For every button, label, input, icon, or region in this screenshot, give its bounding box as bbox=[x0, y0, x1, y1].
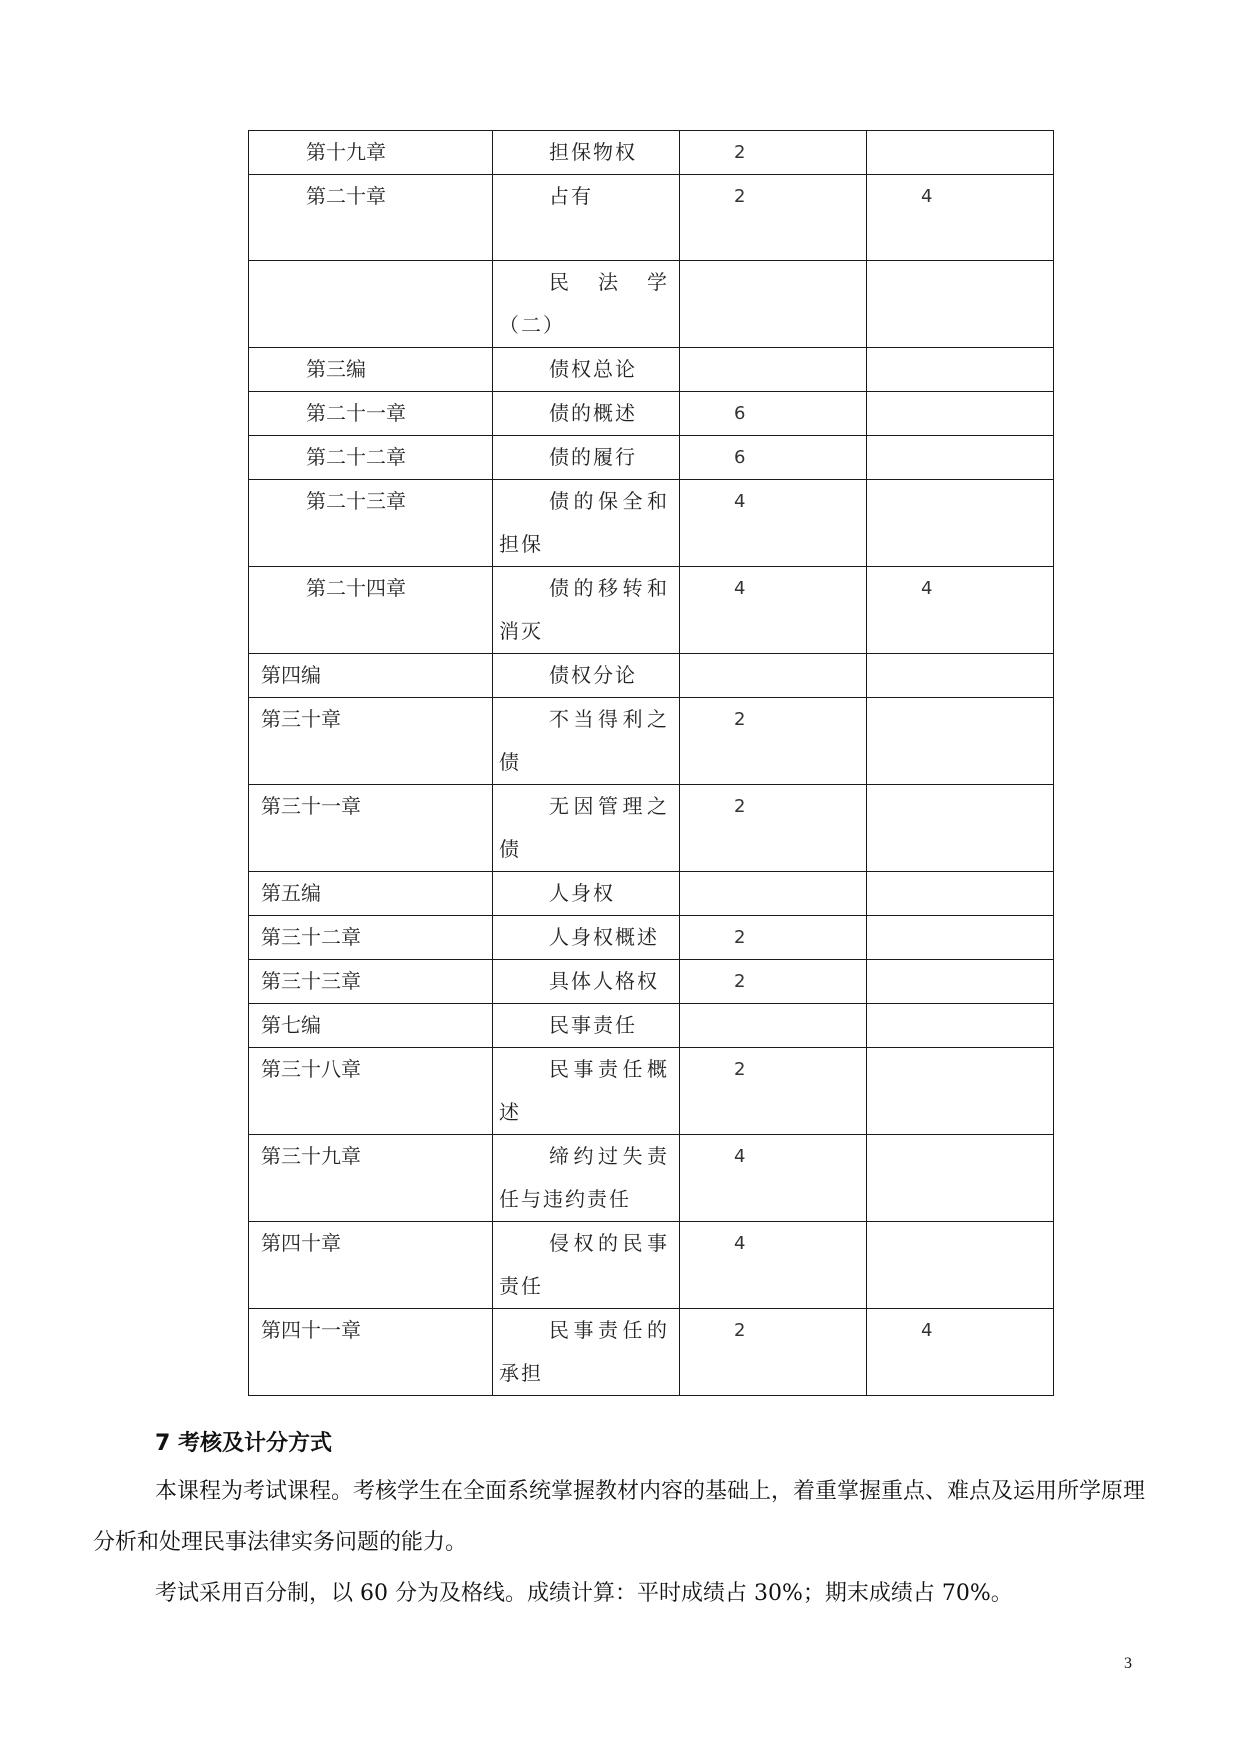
chapter-cell: 第四编 bbox=[249, 654, 493, 698]
extra-hours-cell bbox=[867, 1222, 1054, 1309]
chapter-cell: 第三十二章 bbox=[249, 916, 493, 960]
extra-hours-cell bbox=[867, 785, 1054, 872]
chapter-cell: 第二十一章 bbox=[249, 392, 493, 436]
lecture-hours-value: 4 bbox=[734, 1233, 746, 1254]
topic-text: 侵权的民事责任 bbox=[499, 1231, 669, 1298]
table-body bbox=[249, 131, 1054, 1396]
topic-cell bbox=[493, 960, 680, 1004]
topic-cell bbox=[493, 261, 680, 348]
table-row bbox=[249, 960, 1054, 1004]
extra-hours-cell bbox=[867, 175, 1054, 261]
topic-text: 担保物权 bbox=[549, 140, 637, 164]
topic-text: 无因管理之债 bbox=[499, 794, 669, 861]
assessment-paragraph: 本课程为考试课程。考核学生在全面系统掌握教材内容的基础上，着重掌握重点、难点及运用所学原理分析和处理民事法律实务问题的能力。 bbox=[93, 1479, 1146, 1555]
lecture-hours-value: 2 bbox=[734, 709, 746, 730]
table-row bbox=[249, 567, 1054, 654]
extra-hours-cell bbox=[867, 131, 1054, 175]
topic-cell bbox=[493, 916, 680, 960]
lecture-hours-cell bbox=[680, 1222, 867, 1309]
lecture-hours-value: 6 bbox=[734, 447, 746, 468]
lecture-hours-value: 2 bbox=[734, 796, 746, 817]
chapter-cell: 第二十四章 bbox=[249, 567, 493, 654]
lecture-hours-value: 2 bbox=[734, 1320, 746, 1341]
extra-hours-cell bbox=[867, 872, 1054, 916]
topic-text: 债的移转和消灭 bbox=[499, 576, 669, 643]
table-row bbox=[249, 480, 1054, 567]
lecture-hours-cell bbox=[680, 872, 867, 916]
lecture-hours-cell bbox=[680, 1004, 867, 1048]
topic-text: 债的履行 bbox=[549, 445, 637, 469]
lecture-hours-cell bbox=[680, 348, 867, 392]
extra-hours-cell bbox=[867, 1309, 1054, 1396]
topic-text: 债的保全和担保 bbox=[499, 489, 669, 556]
lecture-hours-value: 4 bbox=[734, 491, 746, 512]
extra-hours-cell bbox=[867, 348, 1054, 392]
lecture-hours-cell bbox=[680, 1309, 867, 1396]
chapter-cell: 第二十二章 bbox=[249, 436, 493, 480]
section-heading: 7 考核及计分方式 bbox=[155, 1431, 332, 1456]
extra-hours-value: 4 bbox=[921, 186, 933, 207]
topic-cell bbox=[493, 654, 680, 698]
topic-cell bbox=[493, 785, 680, 872]
topic-text: 不当得利之债 bbox=[499, 707, 669, 774]
lecture-hours-cell bbox=[680, 175, 867, 261]
extra-hours-value: 4 bbox=[921, 1320, 933, 1341]
lecture-hours-cell bbox=[680, 960, 867, 1004]
topic-cell bbox=[493, 436, 680, 480]
topic-text: 人身权 bbox=[549, 881, 615, 905]
chapter-cell: 第三十八章 bbox=[249, 1048, 493, 1135]
lecture-hours-cell bbox=[680, 480, 867, 567]
lecture-hours-cell bbox=[680, 1048, 867, 1135]
lecture-hours-cell bbox=[680, 698, 867, 785]
topic-cell bbox=[493, 872, 680, 916]
lecture-hours-value: 4 bbox=[734, 1146, 746, 1167]
lecture-hours-cell bbox=[680, 916, 867, 960]
extra-hours-cell bbox=[867, 567, 1054, 654]
chapter-cell: 第七编 bbox=[249, 1004, 493, 1048]
table-row bbox=[249, 1004, 1054, 1048]
extra-hours-cell bbox=[867, 480, 1054, 567]
topic-text: 人身权概述 bbox=[549, 925, 659, 949]
lecture-hours-value: 2 bbox=[734, 142, 746, 163]
lecture-hours-cell bbox=[680, 436, 867, 480]
chapter-cell: 第二十三章 bbox=[249, 480, 493, 567]
chapter-cell bbox=[249, 261, 493, 348]
topic-cell bbox=[493, 1309, 680, 1396]
table-row bbox=[249, 1222, 1054, 1309]
lecture-hours-value: 2 bbox=[734, 971, 746, 992]
grading-paragraph: 考试采用百分制，以 60 分为及格线。成绩计算：平时成绩占 30%；期末成绩占 70%。 bbox=[155, 1581, 1013, 1606]
extra-hours-cell bbox=[867, 1004, 1054, 1048]
topic-text: 民事责任 bbox=[549, 1013, 637, 1037]
table-row bbox=[249, 261, 1054, 348]
topic-text: 具体人格权 bbox=[549, 969, 659, 993]
topic-text: 民事责任概述 bbox=[499, 1057, 669, 1124]
table-row bbox=[249, 131, 1054, 175]
topic-cell bbox=[493, 348, 680, 392]
topic-text: 债权分论 bbox=[549, 663, 637, 687]
lecture-hours-value: 2 bbox=[734, 186, 746, 207]
table-row bbox=[249, 392, 1054, 436]
lecture-hours-cell bbox=[680, 785, 867, 872]
course-hours-table bbox=[248, 130, 1054, 1396]
topic-cell bbox=[493, 1004, 680, 1048]
lecture-hours-cell bbox=[680, 654, 867, 698]
chapter-cell: 第三十九章 bbox=[249, 1135, 493, 1222]
lecture-hours-cell bbox=[680, 1135, 867, 1222]
chapter-cell: 第十九章 bbox=[249, 131, 493, 175]
table-row bbox=[249, 654, 1054, 698]
table-row bbox=[249, 1135, 1054, 1222]
table-row bbox=[249, 1309, 1054, 1396]
topic-text: 占有 bbox=[549, 184, 593, 208]
chapter-cell: 第三十一章 bbox=[249, 785, 493, 872]
lecture-hours-value: 6 bbox=[734, 403, 746, 424]
topic-text: 债的概述 bbox=[549, 401, 637, 425]
topic-cell bbox=[493, 567, 680, 654]
lecture-hours-value: 2 bbox=[734, 927, 746, 948]
lecture-hours-value: 2 bbox=[734, 1059, 746, 1080]
extra-hours-cell bbox=[867, 392, 1054, 436]
chapter-cell: 第三十章 bbox=[249, 698, 493, 785]
extra-hours-cell bbox=[867, 261, 1054, 348]
extra-hours-cell bbox=[867, 654, 1054, 698]
extra-hours-cell bbox=[867, 436, 1054, 480]
topic-cell bbox=[493, 392, 680, 436]
lecture-hours-value: 4 bbox=[734, 578, 746, 599]
topic-text: 债权总论 bbox=[549, 357, 637, 381]
table-row bbox=[249, 872, 1054, 916]
topic-cell bbox=[493, 1135, 680, 1222]
topic-cell bbox=[493, 131, 680, 175]
topic-text: 民法学（二） bbox=[499, 270, 669, 337]
topic-cell bbox=[493, 1222, 680, 1309]
topic-text: 民事责任的承担 bbox=[499, 1318, 669, 1385]
chapter-cell: 第三编 bbox=[249, 348, 493, 392]
chapter-cell: 第三十三章 bbox=[249, 960, 493, 1004]
extra-hours-cell bbox=[867, 960, 1054, 1004]
chapter-cell: 第四十一章 bbox=[249, 1309, 493, 1396]
lecture-hours-cell bbox=[680, 567, 867, 654]
table-row bbox=[249, 1048, 1054, 1135]
chapter-cell: 第二十章 bbox=[249, 175, 493, 261]
chapter-cell: 第五编 bbox=[249, 872, 493, 916]
topic-cell bbox=[493, 698, 680, 785]
extra-hours-cell bbox=[867, 1135, 1054, 1222]
extra-hours-cell bbox=[867, 916, 1054, 960]
topic-cell bbox=[493, 1048, 680, 1135]
table-row bbox=[249, 785, 1054, 872]
lecture-hours-cell bbox=[680, 261, 867, 348]
extra-hours-cell bbox=[867, 698, 1054, 785]
topic-text: 缔约过失责任与违约责任 bbox=[499, 1144, 669, 1211]
table-row bbox=[249, 175, 1054, 261]
table-row bbox=[249, 916, 1054, 960]
table-row bbox=[249, 698, 1054, 785]
topic-cell bbox=[493, 175, 680, 261]
table-row bbox=[249, 348, 1054, 392]
extra-hours-cell bbox=[867, 1048, 1054, 1135]
page-number: 3 bbox=[1124, 1655, 1132, 1672]
table-row bbox=[249, 436, 1054, 480]
lecture-hours-cell bbox=[680, 392, 867, 436]
chapter-cell: 第四十章 bbox=[249, 1222, 493, 1309]
lecture-hours-cell bbox=[680, 131, 867, 175]
topic-cell bbox=[493, 480, 680, 567]
extra-hours-value: 4 bbox=[921, 578, 933, 599]
